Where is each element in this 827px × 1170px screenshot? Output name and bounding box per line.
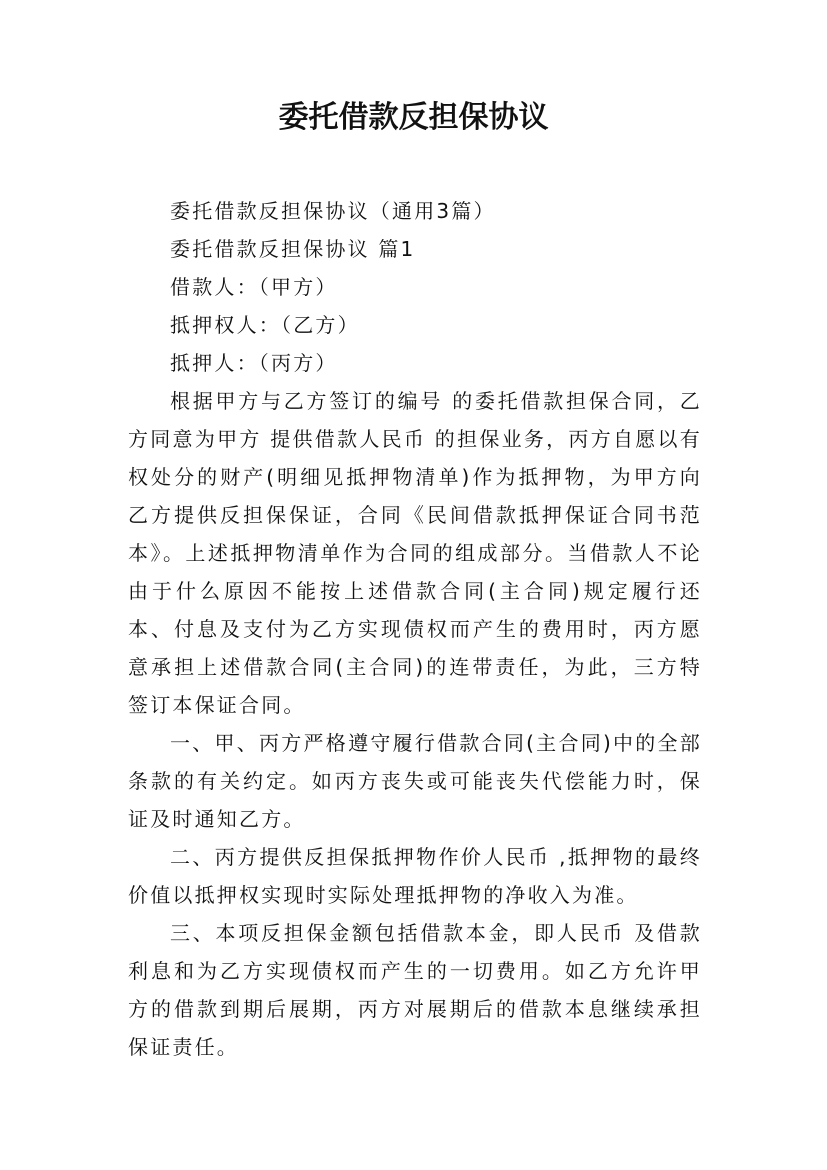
document-body	[128, 192, 702, 1066]
clause-2-paragraph: 二、丙方提供反担保抵押物作价人民币 ,抵押物的最终价值以抵押权实现时实际处理抵押物的净收入为准。	[128, 845, 702, 907]
clause-1-paragraph: 一、甲、丙方严格遵守履行借款合同(主合同)中的全部条款的有关约定。如丙方丧失或可能丧失代偿能力时，保证及时通知乙方。	[128, 731, 702, 831]
borrower-line: 借款人：（甲方）	[170, 275, 338, 299]
document-title: 委托借款反担保协议	[278, 100, 549, 135]
intro-paragraph: 根据甲方与乙方签订的编号 的委托借款担保合同，乙方同意为甲方 提供借款人民币 的担保业务，丙方自愿以有权处分的财产(明细见抵押物清单)作为抵押物，为甲方向乙方提供反担保保证，合同《民间借款抵押保证合同书范本》。上述抵押物清单作为合同的组成部分。当借款人不论由于什么原因不能按上述借款合同(主合同)规定履行还本、付息及支付为乙方实现债权而产生的费用时，丙方愿意承担上述借款合同(主合同)的连带责任，为此，三方特签订本保证合同。	[128, 389, 702, 717]
subtitle-line: 委托借款反担保协议（通用3篇）	[170, 199, 496, 223]
mortgagee-line: 抵押权人：（乙方）	[170, 313, 360, 337]
clause-3-paragraph: 三、本项反担保金额包括借款本金，即人民币 及借款利息和为乙方实现债权而产生的一切费用。如乙方允许甲方的借款到期后展期，丙方对展期后的借款本息继续承担保证责任。	[128, 921, 702, 1059]
mortgagor-line: 抵押人：（丙方）	[170, 351, 338, 375]
section-heading: 委托借款反担保协议 篇1	[170, 237, 416, 261]
